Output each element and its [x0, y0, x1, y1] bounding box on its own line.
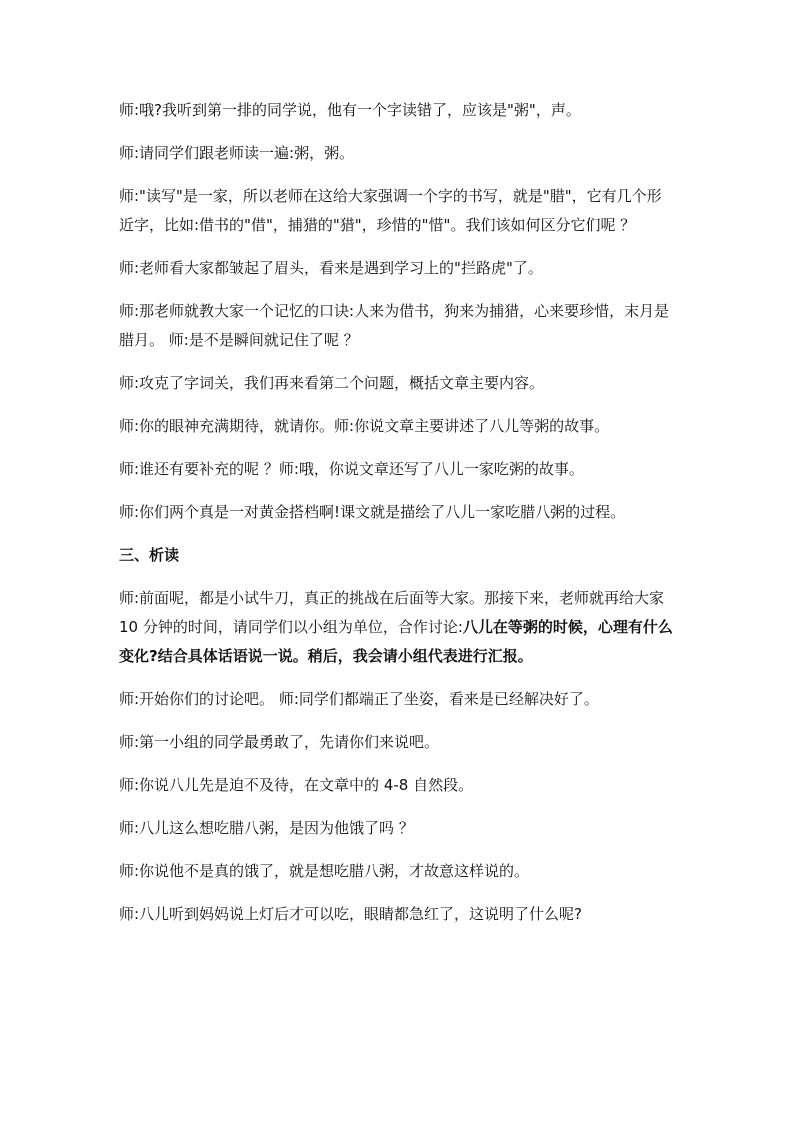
- discussion-paragraph: [119, 584, 675, 671]
- paragraph: 师:"读写"是一家，所以老师在这给大家强调一个字的书写，就是"腊"，它有几个形近字，比如:借书的"借"，捕猎的"猎"，珍惜的"惜"。我们该如何区分它们呢 ？: [119, 187, 662, 234]
- paragraph: 师:八儿听到妈妈说上灯后才可以吃，眼睛都急红了，这说明了什么呢?: [119, 905, 583, 923]
- discussion-task-bold: 八儿在等粥的时候，心理有什么变化?结合具体话语说一说。稍后，我会请小组代表进行汇报。: [119, 618, 673, 665]
- paragraph: 师:开始你们的讨论吧。 师:同学们都端正了坐姿，看来是已经解决好了。: [119, 690, 599, 708]
- paragraph: 师:你的眼神充满期待，就请你。师:你说文章主要讲述了八儿等粥的故事。: [119, 417, 610, 435]
- paragraph: 师:哦?我听到第一排的同学说，他有一个字读错了，应该是"粥"，声。: [119, 101, 581, 119]
- paragraph: 师:谁还有要补充的呢 ？师:哦，你说文章还写了八儿一家吃粥的故事。: [119, 460, 584, 478]
- paragraph: 师:攻克了字词关，我们再来看第二个问题，概括文章主要内容。: [119, 374, 545, 392]
- section-heading: 三、析读: [119, 546, 180, 564]
- paragraph: 师:第一小组的同学最勇敢了，先请你们来说吧。: [119, 733, 440, 751]
- paragraph: 师:老师看大家都皱起了眉头，看来是遇到学习上的"拦路虎"了。: [119, 259, 543, 277]
- discussion-text: 师:前面呢，都是小试牛刀，真正的挑战在后面等大家。那接下来，老师就再给大家 10 分钟的时间，请同学们以小组为单位，合作讨论:: [119, 589, 665, 636]
- paragraph: 师:你说他不是真的饿了，就是想吃腊八粥，才故意这样说的。: [119, 862, 530, 880]
- paragraph: 师:那老师就教大家一个记忆的口诀:人来为借书，狗来为捕猎，心来要珍惜，末月是腊月。 师:是不是瞬间就记住了呢 ？: [119, 302, 670, 349]
- paragraph: 师:八儿这么想吃腊八粥，是因为他饿了吗 ？: [119, 819, 414, 837]
- document-page: [119, 96, 675, 943]
- paragraph: 师:你们两个真是一对黄金搭档啊!课文就是描绘了八儿一家吃腊八粥的过程。: [119, 503, 626, 521]
- paragraph: 师:请同学们跟老师读一遍:粥，粥。: [119, 144, 355, 162]
- paragraph: 师:你说八儿先是迫不及待，在文章中的 4-8 自然段。: [119, 776, 474, 794]
